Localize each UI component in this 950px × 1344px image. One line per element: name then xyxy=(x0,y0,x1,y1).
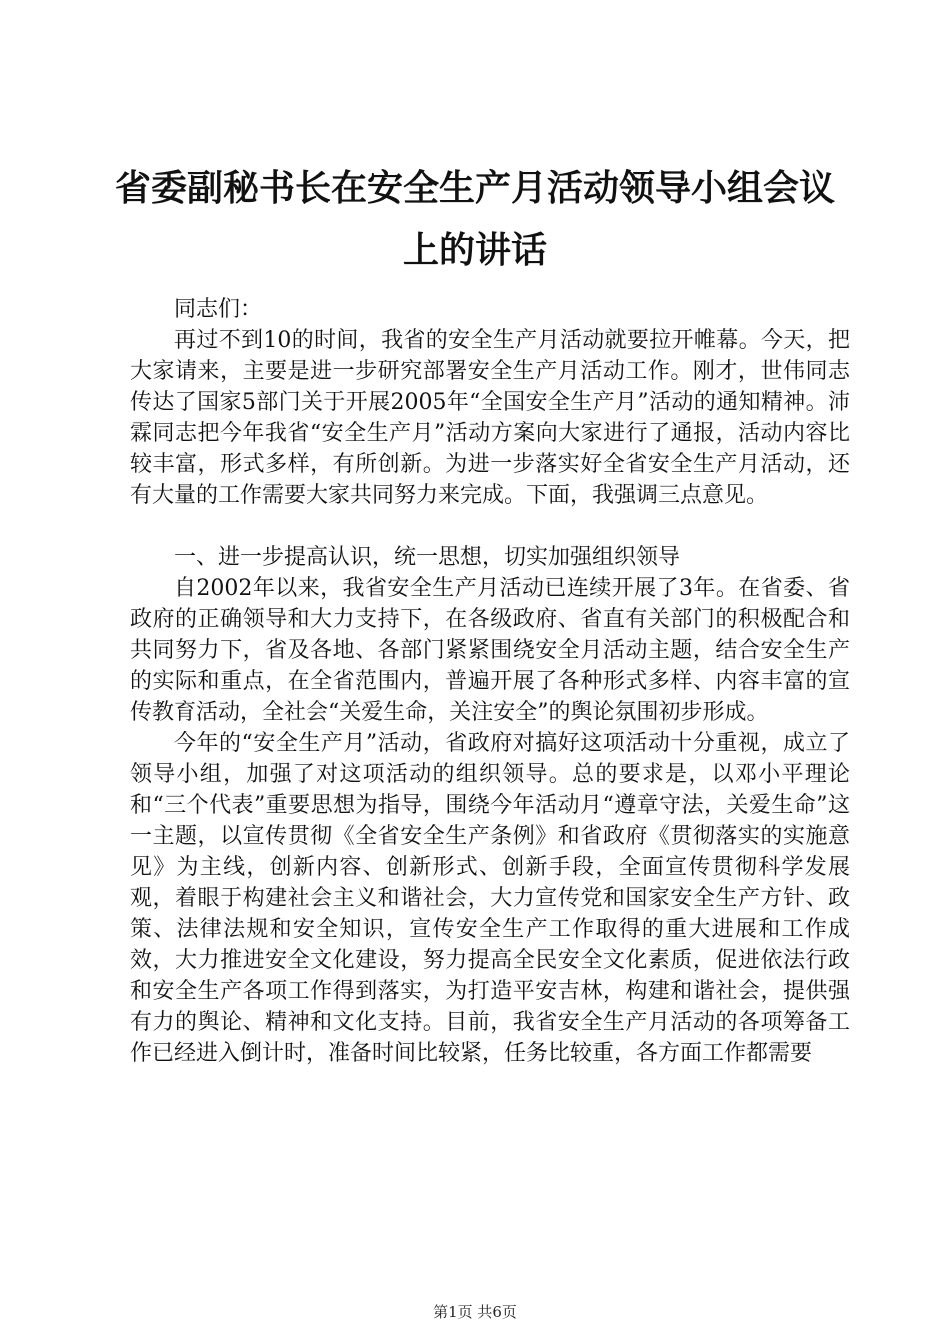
page-footer: 第1页 共6页 xyxy=(433,1303,517,1321)
document-body xyxy=(130,294,850,1069)
salutation: 同志们： xyxy=(174,297,263,322)
paragraph-history: 自2002年以来，我省安全生产月活动已连续开展了3年。在省委、省政府的正确领导和大力支持下，在各级政府、省直有关部门的积极配合和共同努力下，省及各地、各部门紧紧围绕安全月活动主题，结合安全生产的实际和重点，在全省范围内，普遍开展了各种形式多样、内容丰富的宣传教育活动，全社会“关爱生命，关注安全”的舆论氛围初步形成。 xyxy=(130,576,850,725)
section-heading-1: 一、进一步提高认识，统一思想，切实加强组织领导 xyxy=(174,545,681,570)
paragraph-intro: 再过不到10的时间，我省的安全生产月活动就要拉开帷幕。今天，把大家请来，主要是进一步研究部署安全生产月活动工作。刚才，世伟同志传达了国家5部门关于开展2005年“全国安全生产月”活动的通知精神。沛霖同志把今年我省“安全生产月”活动方案向大家进行了通报，活动内容比较丰富，形式多样，有所创新。为进一步落实好全省安全生产月活动，还有大量的工作需要大家共同努力来完成。下面，我强调三点意见。 xyxy=(130,328,850,508)
paragraph-this-year: 今年的“安全生产月”活动，省政府对搞好这项活动十分重视，成立了领导小组，加强了对这项活动的组织领导。总的要求是，以邓小平理论和“三个代表”重要思想为指导，围绕今年活动月“遵章守法，关爱生命”这一主题，以宣传贯彻《全省安全生产条例》和省政府《贯彻落实的实施意见》为主线，创新内容、创新形式、创新手段，全面宣传贯彻科学发展观，着眼于构建社会主义和谐社会，大力宣传党和国家安全生产方针、政策、法律法规和安全知识，宣传安全生产工作取得的重大进展和工作成效，大力推进安全文化建设，努力提高全民安全文化素质，促进依法行政和安全生产各项工作得到落实，为打造平安吉林，构建和谐社会，提供强有力的舆论、精神和文化支持。目前，我省安全生产月活动的各项筹备工作已经进入倒计时，准备时间比较紧，任务比较重，各方面工作都需要 xyxy=(130,731,850,1066)
document-title: 省委副秘书长在安全生产月活动领导小组会议上的讲话 xyxy=(114,168,835,271)
